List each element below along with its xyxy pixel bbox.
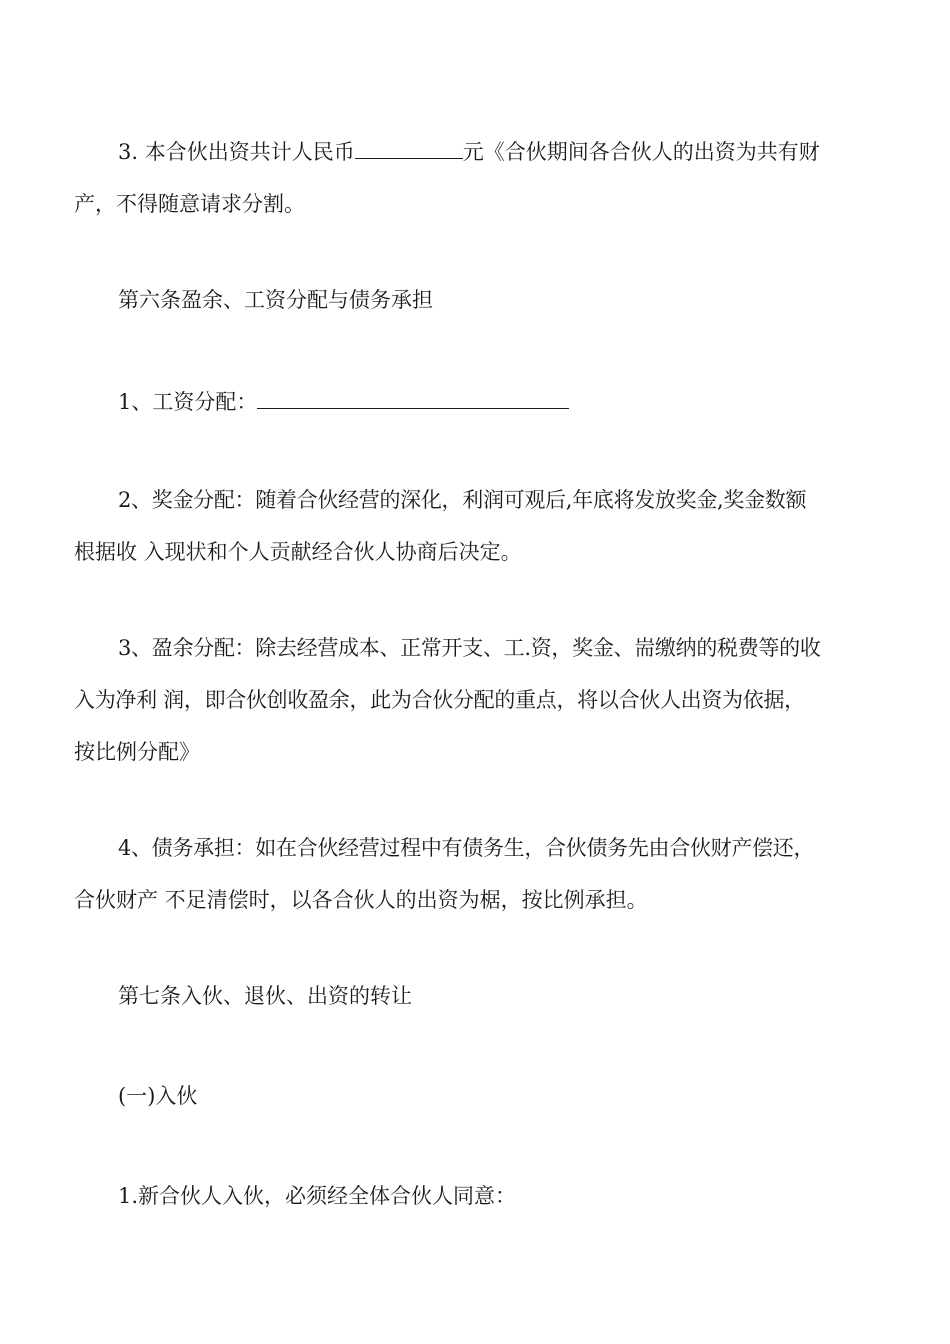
paragraph-salary-distribution [74,376,880,428]
paragraph-line: 4、债务承担：如在合伙经营过程中有债务生，合伙债务先由合伙财产偿还， [118,836,815,860]
paragraph-bonus-distribution [74,474,880,578]
subheading-admission: (一)入伙 [118,1084,198,1108]
paragraph-line: 根据收 入现状和个人贡献经合伙人协商后决定。 [74,540,522,564]
paragraph-capital-contribution [74,126,880,230]
paragraph-line: 2、奖金分配：随着合伙经营的深化，利润可观后,年底将发放奖金,奖金数额 [118,488,807,512]
paragraph-surplus-distribution [74,622,880,778]
paragraph-line: 3、盈余分配：除去经营成本、正常开支、工.资，奖金、耑缴纳的税费等的收 [118,636,821,660]
paragraph-line: 按比例分配》 [74,740,200,764]
heading-article-six: 第六条盈余、工资分配与债务承担 [118,288,433,312]
heading-article-seven: 第七条入伙、退伙、出资的转让 [118,984,412,1008]
paragraph-new-partner-admission: 1.新合伙人入伙，必须经全体合伙人同意： [118,1184,517,1208]
blank-amount-field [355,136,463,159]
paragraph-line: 1、工资分配： [74,376,880,428]
paragraph-line: 产，不得随意请求分割。 [74,192,305,216]
blank-salary-field [257,386,569,409]
paragraph-line: 3. 本合伙出资共计人民币 元《合伙期间各合伙人的出资为共有财 [74,126,880,178]
paragraph-debt-liability [74,822,880,926]
paragraph-line: 合伙财产 不足清偿时，以各合伙人的出资为椐，按比例承担。 [74,888,648,912]
paragraph-line: 入为净利 润，即合伙创收盈余，此为合伙分配的重点，将以合伙人出资为依据， [74,688,805,712]
